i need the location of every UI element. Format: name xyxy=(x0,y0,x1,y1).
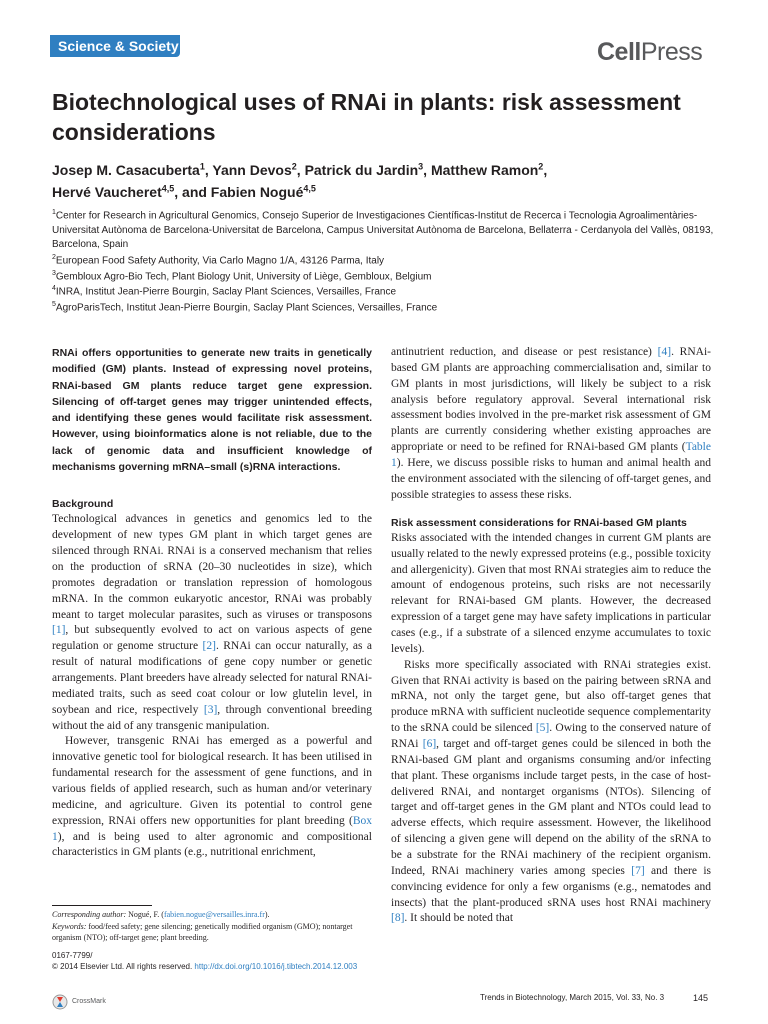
paragraph: Risks associated with the intended changes in current GM plants are usually related to the newly expressed proteins (e.g., possible toxicity and allergenicity). Given that most RNAi strategies aim to reduce the amount of endogenous proteins, such risks are not necessarily relevant for RNAi-based GM plants. However, the decreased expression of a target gene may have safety implications in particular cases (e.g., if a substrate of a silenced enzyme accumulates to toxic levels). xyxy=(391,531,712,655)
journal-citation: Trends in Biotechnology, March 2015, Vol. 33, No. 3 xyxy=(480,993,665,1002)
copyright: © 2014 Elsevier Ltd. All rights reserved. http://dx.doi.org/10.1016/j.tibtech.2014.12.003 xyxy=(52,962,358,972)
issn: 0167-7799/ xyxy=(52,950,93,960)
author-name: Yann Devos xyxy=(212,162,292,178)
right-column xyxy=(391,345,711,927)
paragraph: Risks more specifically associated with RNAi strategies exist. Given that RNAi activity is based on the pairing between sRNA and mRNA, not only the target gene, but also off-target genes that produce mRNA with sufficient nucleotide sequence complementarity to the sRNA could be silenced [5]. Owing to the conserved nature of RNAi [6], target and off-target genes could be silenced in both the RNAi-based GM plant and organisms consuming and/or infecting that plant. These organisms include target pests, in the case of host-delivered RNAi, and nontarget organisms (NTOs). Silencing of target and off-target genes in the GM plant and NTOs could lead to adverse effects, which require assessment. However, the likelihood of silencing a given gene will depend on the ability of the sRNA to be a substrate for the RNAi machinery of the recipient organism. Indeed, RNAi machinery varies among species [7] and there is convincing evidence for only a few organisms (e.g., nematodes and insects) that the plant-produced sRNA uses host RNAi machinery [8]. It should be noted that xyxy=(391,658,712,925)
affiliation: INRA, Institut Jean-Pierre Bourgin, Saclay Plant Sciences, Versailles, France xyxy=(55,286,397,298)
keywords: Keywords: food/feed safety; gene silencing; genetically modified organism (GMO); nontarget organism (NTO); off-target gene; plant breeding. xyxy=(52,921,353,943)
author-name: Matthew Ramon xyxy=(430,162,539,178)
citation-link[interactable]: [2] xyxy=(202,640,216,653)
affiliation: AgroParisTech, Institut Jean-Pierre Bourgin, Saclay Plant Sciences, Versailles, France xyxy=(55,302,438,314)
table-link[interactable]: Table 1 xyxy=(391,441,711,470)
citation-link[interactable]: [1] xyxy=(52,624,66,637)
footnote-divider xyxy=(52,905,152,906)
publisher-logo: CellPress xyxy=(597,38,703,66)
section-label: Science & Society xyxy=(50,35,180,57)
paragraph: antinutrient reduction, and disease or pest resistance) [4]. RNAi-based GM plants are approaching commercialisation and, similar to GM plants in most jurisdictions, will likely be subject to a risk analysis before regulatory approval. Several international risk assessment bodies involved in the pre-market risk assessment of GM plants are currently considering whether existing approaches are appropriate or need to be refined for RNAi-based GM plants (Table 1). Here, we discuss possible risks to human and animal health and the environment associated with the silencing of off-target genes, and possible strategies to assess these risks. xyxy=(391,346,711,501)
corresponding-author: Corresponding author: Nogué, F. (fabien.nogue@versailles.inra.fr). xyxy=(52,910,270,919)
citation-link[interactable]: [3] xyxy=(203,703,218,716)
email-link[interactable]: fabien.nogue@versailles.inra.fr xyxy=(163,910,265,919)
abstract: RNAi offers opportunities to generate new traits in genetically modified (GM) plants. Instead of expressing novel proteins, RNAi-based GM plants reduce target gene expression. Silencing of off-target genes may trigger unintended effects, and identifying these genes would facilitate risk assessment. However, using bioinformatics alone is not reliable, due to the lack of genomic data and insufficient knowledge of mechanisms governing mRNA–small (s)RNA interactions. xyxy=(52,347,372,473)
citation-link[interactable]: [4] xyxy=(657,346,672,358)
left-column xyxy=(52,345,372,861)
page-number: 145 xyxy=(693,993,709,1003)
affiliation: Center for Research in Agricultural Genomics, Consejo Superior de Investigaciones Científicas-Institut de Recerca i Tecnologia Agroalimentàries-Universitat Autònoma de Barcelona-Universitat de Barcelona, Campus Universitat Autònoma de Barcelona, Bellaterra - Cerdanyola del Vallès, 08193, Barcelona, Spain xyxy=(52,210,714,251)
citation-link[interactable]: [6] xyxy=(422,737,437,750)
section-heading: Risk assessment considerations for RNAi-based GM plants xyxy=(391,516,687,529)
author-name: Josep M. Casacuberta xyxy=(52,162,200,178)
footnotes xyxy=(52,909,377,973)
paragraph: Technological advances in genetics and genomics led to the development of new types GM plant in which target genes are silenced through RNAi. RNAi is a conserved mechanism that relies on the production of sRNA (20–30 nucleotides in size), which promotes degradation or translation repression of homologous mRNA. In the common eukaryotic ancestor, RNAi was probably meant to target molecular parasites, such as viruses or transposons [1], but subsequently evolved to act on various aspects of gene regulation or genome structure [2]. RNAi can occur naturally, as a result of natural modifications of gene copy number or genetic arrangements. Plant breeders have already selected for natural RNAi-mediated traits, such as seed coat colour or low glutelin level, in soybean and rice, respectively [3], through conventional breeding without the aid of any transgenic manipulation. xyxy=(52,513,372,732)
article-title: Biotechnological uses of RNAi in plants: risk assessment considerations xyxy=(52,89,681,145)
affiliation: Gembloux Agro-Bio Tech, Plant Biology Unit, University of Liège, Gembloux, Belgium xyxy=(55,270,432,282)
citation-link[interactable]: [8] xyxy=(391,912,405,925)
doi-link[interactable]: http://dx.doi.org/10.1016/j.tibtech.2014.12.003 xyxy=(194,962,358,972)
author-name: Hervé Vaucheret xyxy=(52,183,162,200)
crossmark-icon xyxy=(52,994,68,1010)
section-heading: Background xyxy=(52,498,114,511)
affiliations: $^1$Center for Research in Agricultural Genomics, Consejo Superior de Investigaciones Científicas-Institut de Recerca i Tecnologia Agroalimentàries-Universitat Autònoma de Barcelona-Universitat de Barcelona, Campus Universitat Autònoma de Barcelona, Bellaterra - Cerdanyola del Vallès, 08193, Barcelona, Spain $^2$European Food Safety Authority, Via Carlo Magno 1/A, 43126 Parma, Italy $^3$Gembloux Agro-Bio Tech, Plant Biology Unit, University of Liège, Gembloux, Belgium $^4$INRA, Institut Jean-Pierre Bourgin, Saclay Plant Sciences, Versailles, France $^5$AgroParisTech, Institut Jean-Pierre Bourgin, Saclay Plant Sciences, Versailles, France xyxy=(52,209,714,314)
paragraph: However, transgenic RNAi has emerged as a powerful and innovative genetic tool for biological research. It has been utilised in fundamental research for the assessment of gene functions, and in various fields of applied research, such as human and/or veterinary medicine, and agriculture. Given its potential to control gene expression, RNAi offers new opportunities for plant breeding (Box 1), and is being used to alter agronomic and compositional characteristics in GM plants (e.g., nutritional enrichment, xyxy=(52,735,372,859)
author-name: and Fabien Nogué xyxy=(182,183,304,200)
box-link[interactable]: Box 1 xyxy=(52,814,372,843)
author-list: Josep M. Casacuberta$^1$, Yann Devos$^2$, Patrick du Jardin$^3$, Matthew Ramon$^2$, Hervé Vaucheret$^{4,5}$, and Fabien Nogué$^{4,5}$ xyxy=(52,161,548,200)
crossmark-badge[interactable]: CrossMark xyxy=(52,994,68,1015)
citation-link[interactable]: [7] xyxy=(631,864,645,877)
author-name: Patrick du Jardin xyxy=(304,162,419,178)
affiliation: European Food Safety Authority, Via Carlo Magno 1/A, 43126 Parma, Italy xyxy=(55,255,385,267)
citation-link[interactable]: [5] xyxy=(535,722,550,735)
